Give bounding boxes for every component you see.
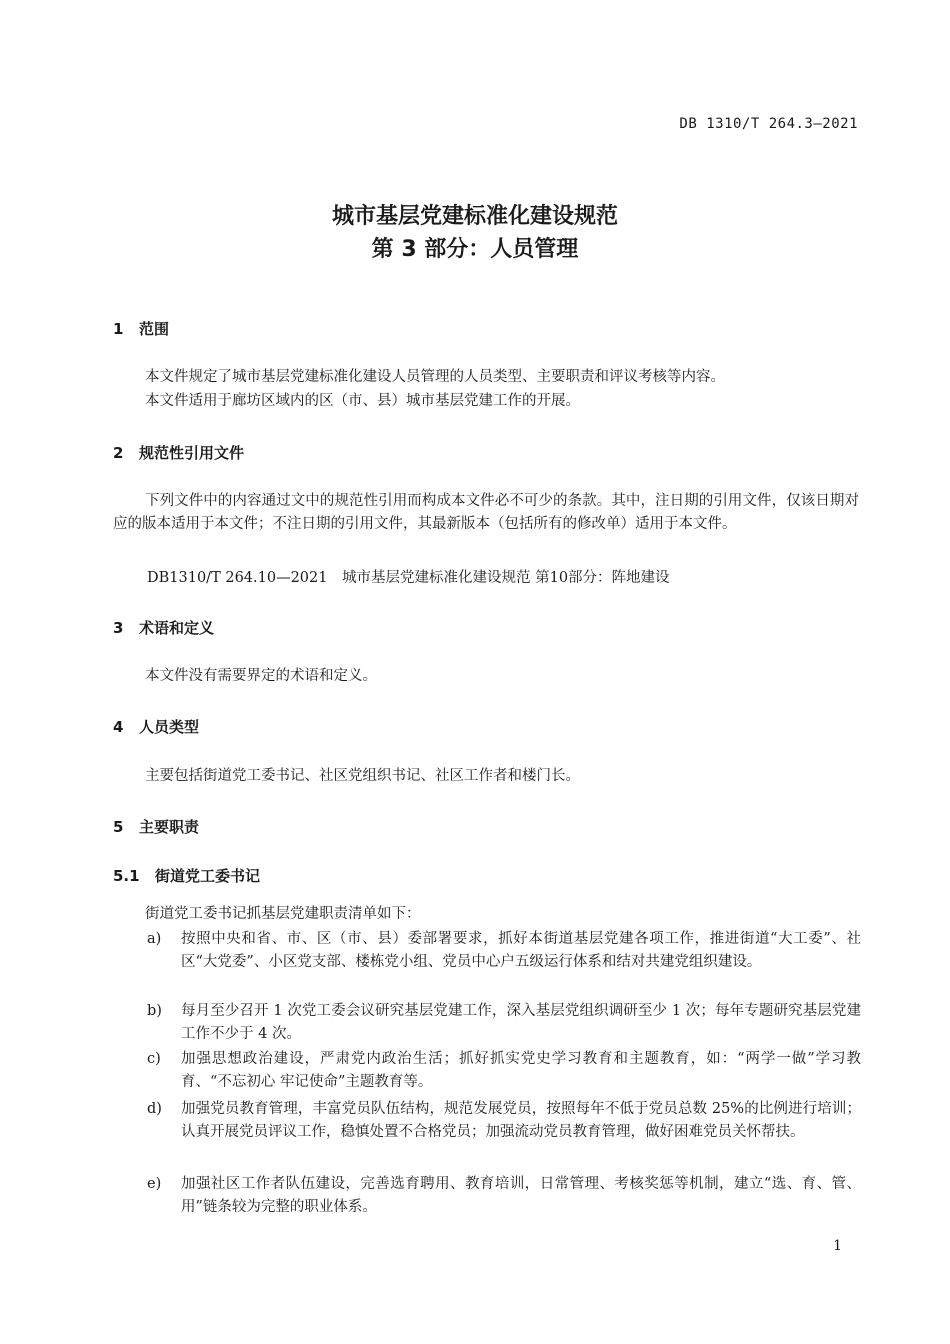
- list-item: [147, 1000, 861, 1046]
- list-item-text: 按照中央和省、市、区（市、县）委部署要求，抓好本街道基层党建各项工作，推进街道“大工委”、社区“大党委”、小区党支部、楼栋党小组、党员中心户五级运行体系和结对共建党组织建设。: [181, 931, 861, 970]
- section-1-paragraph-1: 本文件规定了城市基层党建标准化建设人员管理的人员类型、主要职责和评议考核等内容。: [145, 369, 725, 385]
- document-title: 城市基层党建标准化建设规范: [331, 204, 618, 229]
- document-subtitle: 第 3 部分：人员管理: [371, 237, 579, 262]
- section-5-heading: [113, 816, 199, 837]
- list-item-marker: c): [147, 1051, 161, 1067]
- list-item: [147, 1173, 861, 1219]
- section-title: 术语和定义: [139, 619, 215, 637]
- section-title: 范围: [139, 320, 170, 338]
- list-item-marker: d): [147, 1101, 162, 1117]
- section-number: 2: [113, 444, 124, 462]
- section-2-heading: [113, 442, 244, 463]
- section-number: 5: [113, 818, 124, 836]
- section-number: 4: [113, 718, 124, 736]
- section-title: 街道党工委书记: [155, 867, 261, 885]
- list-item-text: 加强思想政治建设，严肃党内政治生活；抓好抓实党史学习教育和主题教育，如：“两学一做”学习教育、“不忘初心 牢记使命”主题教育等。: [181, 1051, 861, 1090]
- list-item-text: 加强党员教育管理，丰富党员队伍结构，规范发展党员，按照每年不低于党员总数 25%的比例进行培训；认真开展党员评议工作，稳慎处置不合格党员；加强流动党员教育管理，做好困难党员关怀帮扶。: [181, 1101, 861, 1140]
- section-5-1-intro: 街道党工委书记抓基层党建职责清单如下：: [145, 906, 421, 922]
- list-item: [147, 928, 861, 974]
- document-code: DB 1310/T 264.3—2021: [679, 116, 858, 132]
- list-item-text: 每月至少召开 1 次党工委会议研究基层党建工作，深入基层党组织调研至少 1 次；每年专题研究基层党建工作不少于 4 次。: [181, 1003, 861, 1042]
- section-title: 人员类型: [139, 718, 200, 736]
- list-item-marker: a): [147, 931, 162, 947]
- section-title: 规范性引用文件: [139, 444, 245, 462]
- section-1-paragraph-2: 本文件适用于廊坊区域内的区（市、县）城市基层党建工作的开展。: [145, 393, 580, 409]
- list-item-text: 加强社区工作者队伍建设，完善选育聘用、教育培训，日常管理、考核奖惩等机制，建立“选、育、管、用”链条较为完整的职业体系。: [181, 1176, 861, 1215]
- section-4-heading: [113, 716, 199, 737]
- normative-reference: DB1310/T 264.10—2021 城市基层党建标准化建设规范 第10部分：阵地建设: [147, 570, 670, 586]
- section-1-heading: [113, 318, 169, 339]
- section-number: 5.1: [113, 867, 140, 885]
- list-item-marker: b): [147, 1003, 162, 1019]
- section-number: 1: [113, 320, 124, 338]
- page-number: 1: [833, 1238, 842, 1254]
- list-item: [147, 1098, 861, 1144]
- section-3-heading: [113, 617, 214, 638]
- section-4-paragraph-1: 主要包括街道党工委书记、社区党组织书记、社区工作者和楼门长。: [145, 768, 580, 784]
- section-5-1-heading: [113, 865, 260, 886]
- section-title: 主要职责: [139, 818, 200, 836]
- section-2-paragraph-1: 下列文件中的内容通过文中的规范性引用而构成本文件必不可少的条款。其中，注日期的引用文件，仅该日期对应的版本适用于本文件；不注日期的引用文件，其最新版本（包括所有的修改单）适用于本文件。: [113, 493, 859, 532]
- list-item: [147, 1048, 861, 1094]
- section-number: 3: [113, 619, 124, 637]
- list-item-marker: e): [147, 1176, 162, 1192]
- section-3-paragraph-1: 本文件没有需要界定的术语和定义。: [145, 668, 377, 684]
